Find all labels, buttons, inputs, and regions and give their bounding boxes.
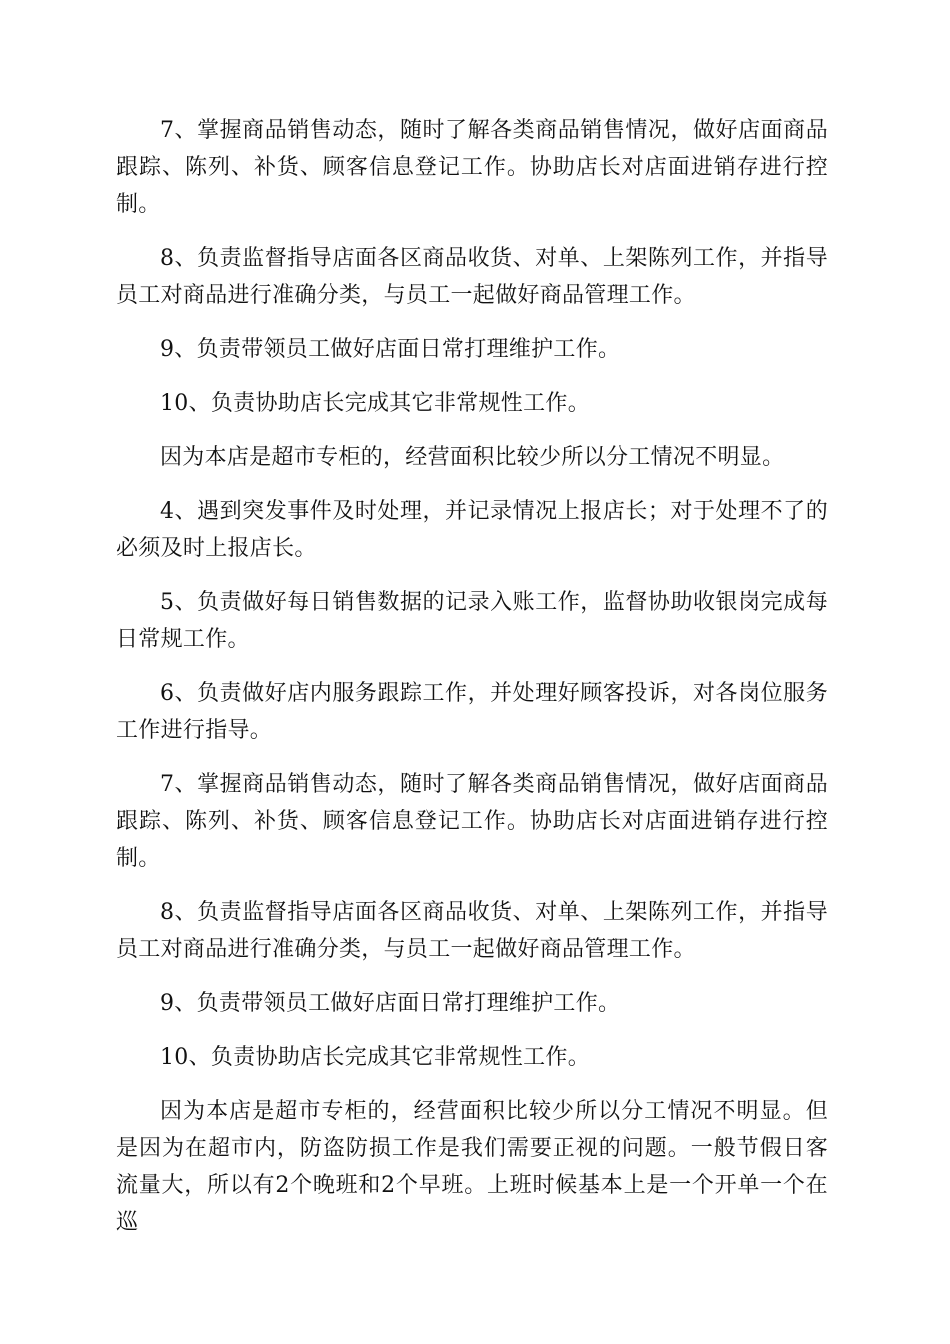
paragraph: 7、掌握商品销售动态，随时了解各类商品销售情况，做好店面商品跟踪、陈列、补货、顾客信息登记工作。协助店长对店面进销存进行控制。 [116, 772, 828, 871]
paragraph: 9、负责带领员工做好店面日常打理维护工作。 [160, 991, 621, 1016]
paragraph: 8、负责监督指导店面各区商品收货、对单、上架陈列工作，并指导员工对商品进行准确分类，与员工一起做好商品管理工作。 [116, 900, 828, 962]
document-body [116, 112, 828, 1258]
paragraph: 10、负责协助店长完成其它非常规性工作。 [160, 1045, 590, 1070]
paragraph: 10、负责协助店长完成其它非常规性工作。 [160, 391, 590, 416]
paragraph: 因为本店是超市专柜的，经营面积比较少所以分工情况不明显。但是因为在超市内，防盗防损工作是我们需要正视的问题。一般节假日客流量大，所以有2个晚班和2个早班。上班时候基本上是一个开单一个在巡 [116, 1099, 828, 1235]
paragraph: 因为本店是超市专柜的，经营面积比较少所以分工情况不明显。 [160, 445, 785, 470]
paragraph: 9、负责带领员工做好店面日常打理维护工作。 [160, 337, 621, 362]
paragraph: 4、遇到突发事件及时处理，并记录情况上报店长；对于处理不了的必须及时上报店长。 [116, 499, 828, 561]
paragraph: 6、负责做好店内服务跟踪工作，并处理好顾客投诉，对各岗位服务工作进行指导。 [116, 681, 828, 743]
paragraph: 8、负责监督指导店面各区商品收货、对单、上架陈列工作，并指导员工对商品进行准确分类，与员工一起做好商品管理工作。 [116, 246, 828, 308]
paragraph: 5、负责做好每日销售数据的记录入账工作，监督协助收银岗完成每日常规工作。 [116, 590, 828, 652]
paragraph: 7、掌握商品销售动态，随时了解各类商品销售情况，做好店面商品跟踪、陈列、补货、顾客信息登记工作。协助店长对店面进销存进行控制。 [116, 118, 828, 217]
